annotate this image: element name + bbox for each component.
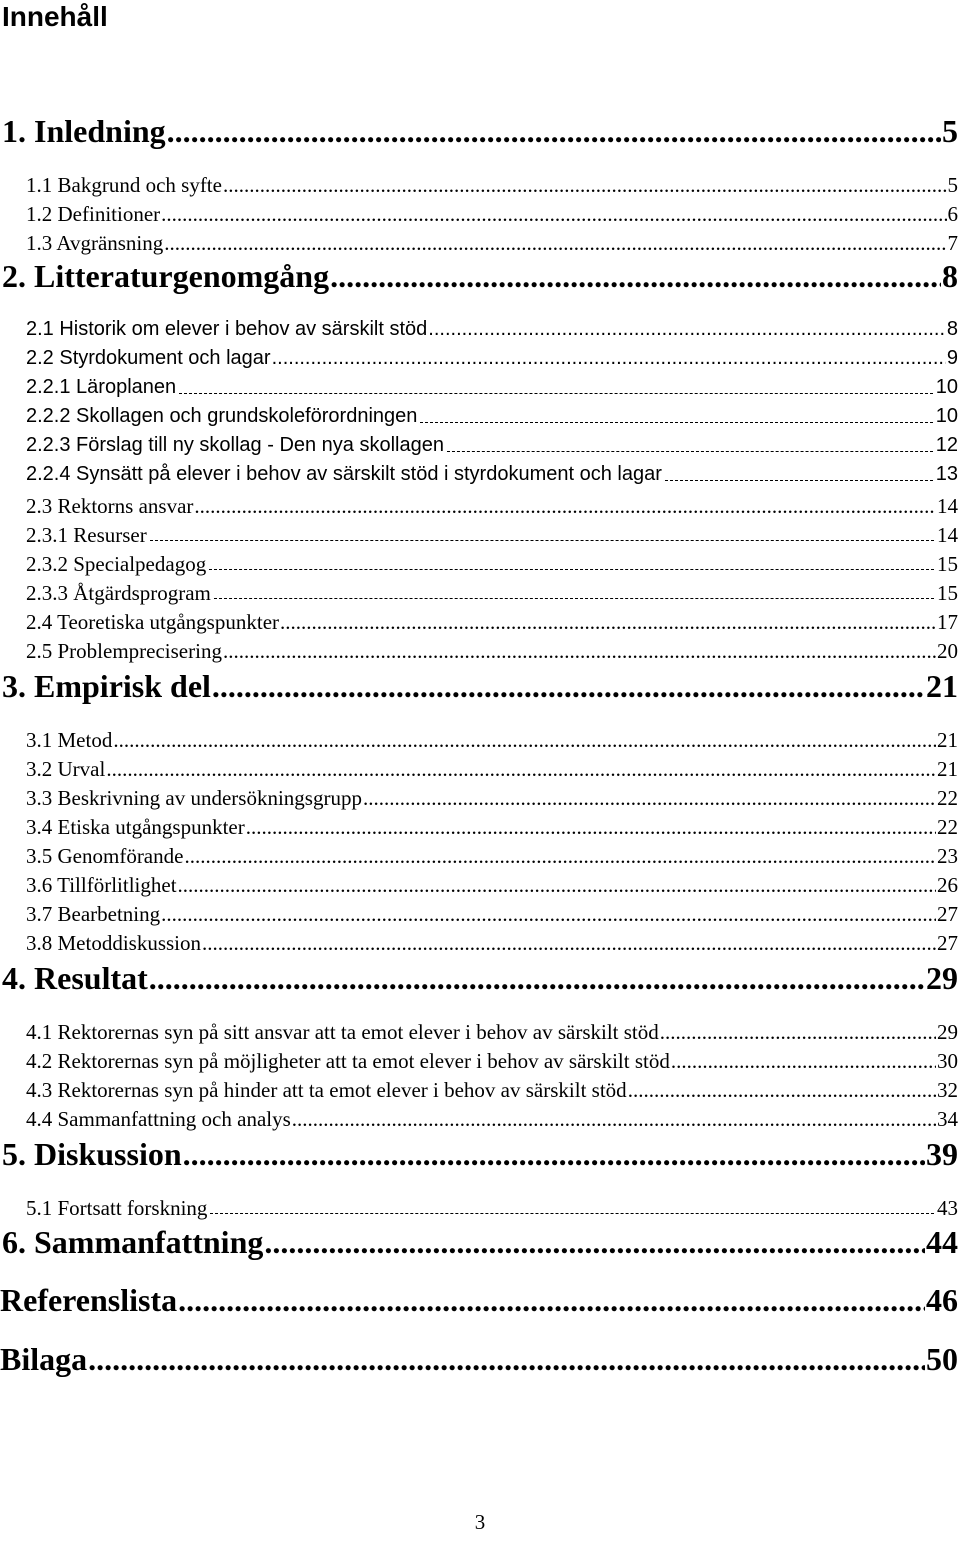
toc-entry-label: 3.8 Metoddiskussion bbox=[26, 931, 202, 955]
toc-entry-2-2[interactable] bbox=[26, 347, 958, 371]
toc-entry-1-1[interactable] bbox=[26, 173, 958, 197]
dot-leader bbox=[246, 815, 936, 840]
toc-entry-2-2-2[interactable] bbox=[26, 405, 958, 429]
toc-entry-page: 5 bbox=[947, 173, 958, 197]
toc-entry-2-4[interactable] bbox=[26, 610, 958, 634]
toc-entry-1-3[interactable] bbox=[26, 231, 958, 255]
toc-title: Innehåll bbox=[2, 1, 108, 32]
dot-leader bbox=[671, 1049, 936, 1074]
toc-entry-5-1[interactable] bbox=[26, 1196, 958, 1220]
dot-leader bbox=[88, 1341, 925, 1378]
toc-entry-label: 3.4 Etiska utgångspunkter bbox=[26, 815, 245, 839]
toc-entry-3-7[interactable] bbox=[26, 902, 958, 926]
toc-entry-label: 2.3.3 Åtgärdsprogram bbox=[26, 581, 211, 605]
toc-entry-label: 2.2.1 Läroplanen bbox=[26, 376, 177, 398]
toc-entry-1[interactable] bbox=[2, 113, 958, 151]
dot-leader bbox=[665, 480, 933, 481]
dot-leader bbox=[628, 1078, 936, 1103]
toc-entry-label: 2. Litteraturgenomgång bbox=[2, 258, 330, 294]
toc-entry-2-2-3[interactable] bbox=[26, 434, 958, 458]
toc-entry-page: 23 bbox=[937, 844, 958, 868]
dot-leader bbox=[183, 1136, 925, 1173]
toc-entry-3[interactable] bbox=[2, 668, 958, 706]
toc-entry-3-5[interactable] bbox=[26, 844, 958, 868]
toc-entry-label: 2.2 Styrdokument och lagar bbox=[26, 347, 271, 369]
dot-leader bbox=[428, 318, 946, 341]
toc-entry-label: 3.3 Beskrivning av undersökningsgrupp bbox=[26, 786, 362, 810]
toc-entry-6[interactable] bbox=[2, 1224, 958, 1262]
toc-entry-label: 4.3 Rektorernas syn på hinder att ta emot elever i behov av särskilt stöd bbox=[26, 1078, 627, 1102]
dot-leader bbox=[210, 1213, 934, 1214]
toc-entry-2-3-2[interactable] bbox=[26, 552, 958, 576]
dot-leader bbox=[178, 873, 936, 898]
toc-entry-2-3[interactable] bbox=[26, 494, 958, 518]
dot-leader bbox=[363, 786, 936, 811]
toc-entry-label: Referenslista bbox=[0, 1282, 178, 1318]
toc-entry-page: 32 bbox=[937, 1078, 958, 1102]
toc-entry-4-2[interactable] bbox=[26, 1049, 958, 1073]
toc-entry-label: 2.2.4 Synsätt på elever i behov av särskilt stöd i styrdokument och lagar bbox=[26, 463, 662, 485]
toc-entry-label: 5. Diskussion bbox=[2, 1136, 182, 1172]
toc-entry-label: 2.2.3 Förslag till ny skollag - Den nya skollagen bbox=[26, 434, 444, 456]
toc-entry-3-2[interactable] bbox=[26, 757, 958, 781]
dot-leader bbox=[264, 1224, 925, 1261]
toc-entry-page: 46 bbox=[926, 1282, 958, 1318]
toc-entry-label: Bilaga bbox=[0, 1341, 88, 1377]
dot-leader bbox=[167, 113, 941, 150]
toc-entry-label: 3.1 Metod bbox=[26, 728, 113, 752]
toc-entry-label: 2.4 Teoretiska utgångspunkter bbox=[26, 610, 280, 634]
dot-leader bbox=[447, 451, 933, 452]
toc-entry-page: 44 bbox=[926, 1224, 958, 1260]
dot-leader bbox=[149, 960, 925, 997]
toc-entry-2-1[interactable] bbox=[26, 318, 958, 342]
toc-entry-2-3-3[interactable] bbox=[26, 581, 958, 605]
toc-entry-bilaga[interactable] bbox=[0, 1341, 958, 1379]
toc-entry-5[interactable] bbox=[2, 1136, 958, 1174]
toc-entry-label: 3.7 Bearbetning bbox=[26, 902, 161, 926]
toc-entry-page: 10 bbox=[935, 405, 958, 427]
toc-entry-3-3[interactable] bbox=[26, 786, 958, 810]
toc-entry-label: 4.1 Rektorernas syn på sitt ansvar att ta emot elever i behov av särskilt stöd bbox=[26, 1020, 659, 1044]
dot-leader bbox=[209, 569, 934, 570]
toc-entry-1-2[interactable] bbox=[26, 202, 958, 226]
dot-leader bbox=[223, 639, 936, 664]
toc-entry-page: 14 bbox=[937, 523, 958, 547]
toc-entry-3-8[interactable] bbox=[26, 931, 958, 955]
toc-entry-2[interactable] bbox=[2, 258, 958, 296]
dot-leader bbox=[150, 540, 934, 541]
toc-entry-page: 20 bbox=[937, 639, 958, 663]
toc-entry-3-4[interactable] bbox=[26, 815, 958, 839]
toc-entry-label: 1.2 Definitioner bbox=[26, 202, 161, 226]
toc-entry-label: 1.1 Bakgrund och syfte bbox=[26, 173, 222, 197]
toc-entry-page: 27 bbox=[937, 931, 958, 955]
toc-entry-page: 43 bbox=[937, 1196, 958, 1220]
toc-entry-3-6[interactable] bbox=[26, 873, 958, 897]
dot-leader bbox=[184, 844, 936, 869]
toc-entry-page: 27 bbox=[937, 902, 958, 926]
toc-entry-page: 21 bbox=[926, 668, 958, 704]
page-number: 3 bbox=[474, 1510, 486, 1534]
toc-entry-page: 12 bbox=[935, 434, 958, 456]
dot-leader bbox=[202, 931, 936, 956]
toc-entry-page: 17 bbox=[937, 610, 958, 634]
toc-entry-page: 15 bbox=[937, 581, 958, 605]
dot-leader bbox=[292, 1107, 936, 1132]
toc-entry-4-3[interactable] bbox=[26, 1078, 958, 1102]
toc-entry-label: 3. Empirisk del bbox=[2, 668, 211, 704]
toc-entry-page: 15 bbox=[937, 552, 958, 576]
toc-entry-page: 10 bbox=[935, 376, 958, 398]
toc-entry-page: 39 bbox=[926, 1136, 958, 1172]
toc-entry-label: 4. Resultat bbox=[2, 960, 148, 996]
toc-entry-label: 3.5 Genomförande bbox=[26, 844, 184, 868]
toc-entry-label: 2.3.2 Specialpedagog bbox=[26, 552, 207, 576]
toc-entry-label: 5.1 Fortsatt forskning bbox=[26, 1196, 208, 1220]
toc-entry-2-2-4[interactable] bbox=[26, 463, 958, 487]
toc-entry-page: 50 bbox=[926, 1341, 958, 1377]
dot-leader bbox=[214, 598, 934, 599]
toc-entry-page: 7 bbox=[947, 231, 958, 255]
dot-leader bbox=[212, 668, 925, 705]
toc-entry-page: 13 bbox=[935, 463, 958, 485]
toc-entry-label: 2.2.2 Skollagen och grundskoleförordningen bbox=[26, 405, 418, 427]
dot-leader bbox=[161, 202, 946, 227]
toc-entry-label: 1.3 Avgränsning bbox=[26, 231, 164, 255]
toc-entry-page: 34 bbox=[937, 1107, 958, 1131]
toc-entry-4[interactable] bbox=[2, 960, 958, 998]
toc-entry-label: 2.1 Historik om elever i behov av särskilt stöd bbox=[26, 318, 428, 340]
dot-leader bbox=[660, 1020, 936, 1045]
toc-entry-label: 1. Inledning bbox=[2, 113, 166, 149]
toc-entry-page: 26 bbox=[937, 873, 958, 897]
toc-entry-label: 2.5 Problemprecisering bbox=[26, 639, 222, 663]
toc-entry-3-1[interactable] bbox=[26, 728, 958, 752]
toc-entry-label: 2.3.1 Resurser bbox=[26, 523, 147, 547]
toc-entry-page: 14 bbox=[937, 494, 958, 518]
toc-entry-page: 22 bbox=[937, 786, 958, 810]
dot-leader bbox=[194, 494, 936, 519]
toc-entry-page: 5 bbox=[942, 113, 958, 149]
toc-entry-2-3-1[interactable] bbox=[26, 523, 958, 547]
dot-leader bbox=[106, 757, 936, 782]
toc-entry-2-5[interactable] bbox=[26, 639, 958, 663]
dot-leader bbox=[161, 902, 936, 927]
toc-entry-page: 8 bbox=[942, 258, 958, 294]
dot-leader bbox=[179, 393, 933, 394]
toc-entry-referenslista[interactable] bbox=[0, 1282, 958, 1320]
toc-entry-2-2-1[interactable] bbox=[26, 376, 958, 400]
toc-entry-label: 4.2 Rektorernas syn på möjligheter att ta emot elever i behov av särskilt stöd bbox=[26, 1049, 670, 1073]
toc-entry-label: 4.4 Sammanfattning och analys bbox=[26, 1107, 291, 1131]
toc-entry-page: 8 bbox=[946, 318, 958, 340]
toc-entry-label: 2.3 Rektorns ansvar bbox=[26, 494, 194, 518]
toc-entry-4-1[interactable] bbox=[26, 1020, 958, 1044]
toc-entry-page: 21 bbox=[937, 757, 958, 781]
toc-entry-page: 22 bbox=[937, 815, 958, 839]
toc-entry-page: 29 bbox=[926, 960, 958, 996]
toc-entry-page: 21 bbox=[937, 728, 958, 752]
dot-leader bbox=[420, 422, 932, 423]
toc-entry-4-4[interactable] bbox=[26, 1107, 958, 1131]
toc-entry-page: 30 bbox=[937, 1049, 958, 1073]
dot-leader bbox=[178, 1282, 925, 1319]
toc-entry-label: 6. Sammanfattning bbox=[2, 1224, 264, 1260]
dot-leader bbox=[330, 258, 941, 295]
toc-entry-label: 3.2 Urval bbox=[26, 757, 106, 781]
toc-entry-page: 9 bbox=[946, 347, 958, 369]
dot-leader bbox=[280, 610, 936, 635]
dot-leader bbox=[223, 173, 947, 198]
toc-entry-page: 29 bbox=[937, 1020, 958, 1044]
toc-entry-label: 3.6 Tillförlitlighet bbox=[26, 873, 177, 897]
dot-leader bbox=[272, 347, 946, 370]
dot-leader bbox=[164, 231, 946, 256]
dot-leader bbox=[113, 728, 936, 753]
toc-entry-page: 6 bbox=[947, 202, 958, 226]
